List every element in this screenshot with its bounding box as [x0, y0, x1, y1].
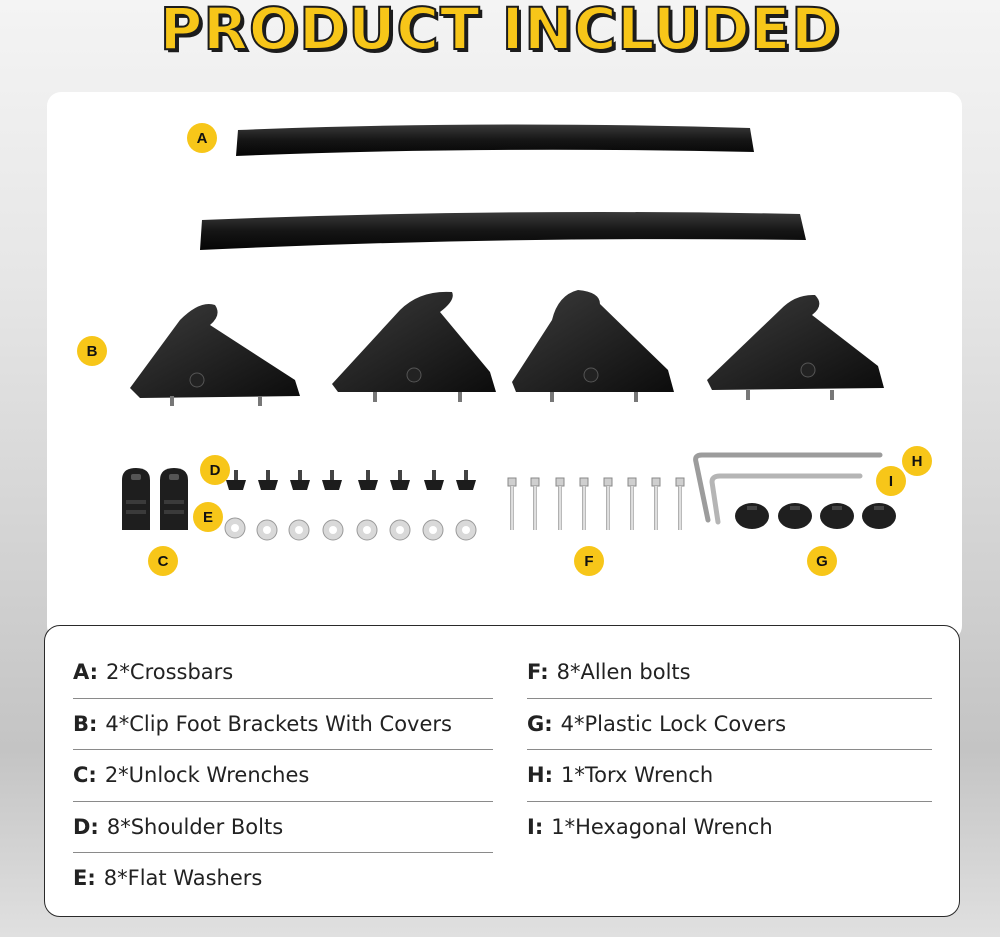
legend-text: 8*Flat Washers	[103, 865, 263, 890]
legend-item-c	[73, 749, 309, 800]
crossbar-bottom	[200, 212, 806, 250]
part-label-g: G	[807, 546, 837, 576]
legend-item-a	[73, 646, 233, 697]
legend-item-b	[73, 698, 452, 749]
legend-text: 8*Shoulder Bolts	[106, 814, 284, 839]
unlock-wrench-2	[160, 468, 188, 530]
legend-key: B:	[73, 711, 98, 736]
legend-key: A:	[73, 659, 99, 684]
legend-text: 2*Unlock Wrenches	[104, 762, 310, 787]
legend-text: 8*Allen bolts	[556, 659, 691, 684]
foot-bracket-3	[512, 290, 674, 402]
legend-key: C:	[73, 762, 97, 787]
legend-item-e	[73, 852, 262, 903]
legend-key: D:	[73, 814, 99, 839]
legend-key: H:	[527, 762, 553, 787]
legend-text: 4*Plastic Lock Covers	[560, 711, 787, 736]
part-label-e: E	[193, 502, 223, 532]
page-title: PRODUCT INCLUDED	[159, 0, 841, 63]
legend-item-d	[73, 801, 283, 852]
part-label-h: H	[902, 446, 932, 476]
legend-key: F:	[527, 659, 549, 684]
part-label-i: I	[876, 466, 906, 496]
parts-legend	[44, 625, 960, 917]
crossbar-top	[236, 124, 754, 156]
legend-text: 1*Hexagonal Wrench	[551, 814, 773, 839]
part-label-b: B	[77, 336, 107, 366]
legend-item-g	[527, 698, 786, 749]
part-label-f: F	[574, 546, 604, 576]
part-label-a: A	[187, 123, 217, 153]
legend-text: 4*Clip Foot Brackets With Covers	[105, 711, 452, 736]
part-label-c: C	[148, 546, 178, 576]
part-label-d: D	[200, 455, 230, 485]
plastic-lock-covers	[735, 503, 896, 529]
allen-bolts	[508, 478, 684, 530]
foot-bracket-1	[130, 304, 300, 406]
legend-text: 1*Torx Wrench	[560, 762, 714, 787]
legend-key: I:	[527, 814, 544, 839]
foot-bracket-2	[332, 292, 496, 402]
legend-item-h	[527, 749, 713, 800]
legend-item-f	[527, 646, 691, 697]
unlock-wrench-1	[122, 468, 150, 530]
legend-key: E:	[73, 865, 96, 890]
legend-item-i	[527, 801, 773, 852]
legend-key: G:	[527, 711, 553, 736]
shoulder-bolts	[226, 470, 476, 490]
foot-bracket-4	[707, 295, 884, 400]
legend-text: 2*Crossbars	[106, 659, 234, 684]
flat-washers	[225, 518, 476, 540]
